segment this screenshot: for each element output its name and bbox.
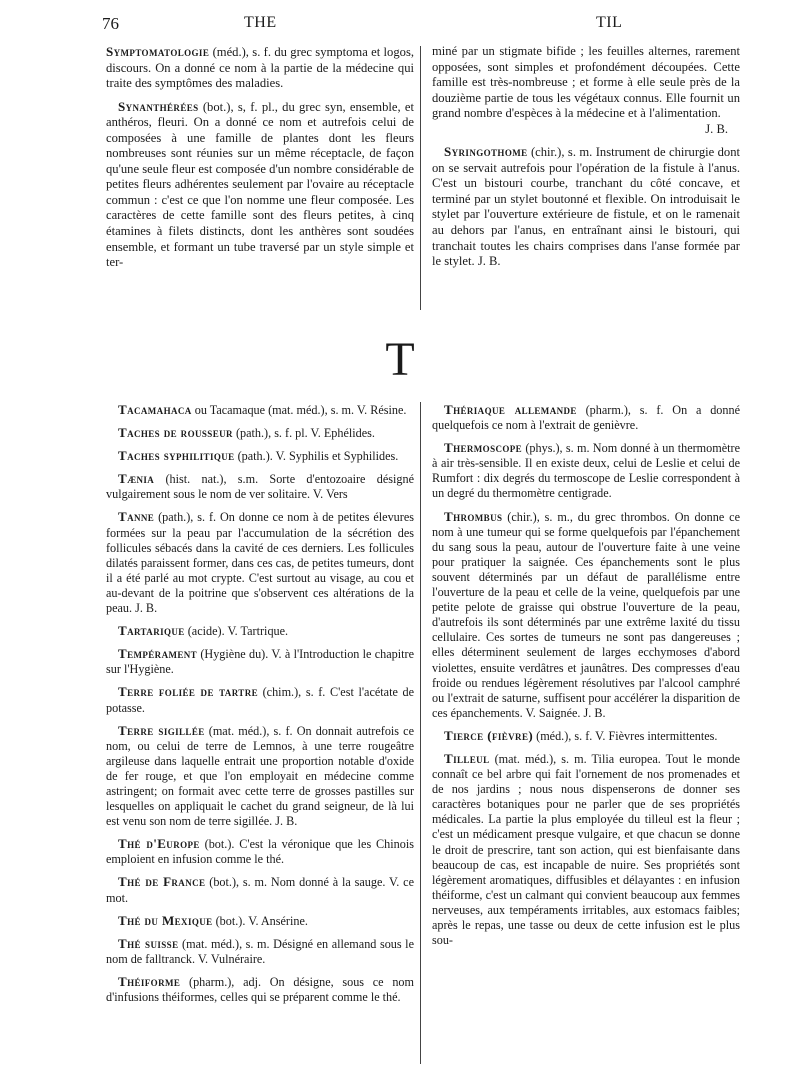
entry-text: (bot.), s. m. Nom donné à la sauge. V. ce mot.	[106, 875, 414, 905]
entry	[106, 646, 414, 677]
entry-headword: Synanthérées	[118, 98, 199, 114]
entry	[432, 44, 740, 137]
entry-text: miné par un stigmate bifide ; les feuilles alternes, rarement opposées, sont simples et profondément découpées. Cette famille est très-nombreuse ; et forme à elle seule près de la douzième partie de tous les végétaux connus. Elle fournit un grand nombre d'espèces à la médecine et à l'alimentation.	[432, 44, 740, 121]
entry-headword: Tænia	[118, 471, 155, 487]
running-header	[0, 14, 800, 40]
entry-headword: Tilleul	[444, 750, 490, 766]
entry-text: (mat. méd.), s. m. Désigné en allemand sous le nom de falltranck. V. Vulnéraire.	[106, 936, 414, 966]
entry-text: (méd.), s. f. du grec symptoma et logos, discours. On a donné ce nom à la partie de la médecine qui traite des symptômes des maladies.	[106, 45, 414, 91]
entry	[106, 425, 414, 441]
entry	[106, 448, 414, 464]
entry-headword: Thermoscope	[444, 440, 523, 456]
entry	[432, 751, 740, 948]
entry-text: (chir.), s. m. Instrument de chirurgie dont on se servait autrefois pour l'opération de la fistule à l'anus. C'est un bistouri courbe, tranchant du côté concave, et terminé par un stylet boutonné et flexible. On introduisait le stylet par l'ouverture extérieure de fistule, et on le ramenait au dehors par l'anus, en entraînant ainsi le bistouri, qui tranchait toutes les chairs comprises dans l'anse formée par le stylet. J. B.	[432, 145, 740, 269]
entry-headword: Thé du Mexique	[118, 912, 213, 928]
entry	[432, 144, 740, 269]
entry-headword: Syringothome	[444, 144, 528, 160]
column-top-right	[432, 44, 740, 277]
running-head-right: TIL	[596, 14, 623, 31]
entry	[432, 728, 740, 744]
column-rule-top	[420, 46, 421, 310]
entry	[106, 623, 414, 639]
entry-text: (chir.), s. m., du grec thrombos. On donne ce nom à une tumeur qui se forme quelquefois par l'épanchement du sang sous la peau, autour de l'ouverture faite à une veine pour pratiquer la saignée. Ces épanchements sont le plus souvent déterminés par un défaut de parallélisme entre l'ouverture de la peau et celle de la veine, quelquefois par une petite pelote de graisse qui obstrue l'ouverture de la peau, d'autrefois ils sont déterminés par une extrême laxité du tissu cellulaire. Ces sortes de tumeurs ne sont pas dangereuses ; elles déterminent seulement de larges ecchymoses d'abord violettes, ensuite verdâtres et jaunâtres. Des compresses d'eau froide ou rendues légèrement résolutives par l'alcool camphré ou l'extrait de saturne, suffisent pour accélérer la disparition de ces épanchements. V. Saignée. J. B.	[432, 509, 740, 720]
running-head-left: THE	[244, 14, 277, 31]
entry-headword: Tanne	[118, 509, 155, 525]
entry-text: (pharm.), s. f. On a donné quelquefois ce nom à l'extrait de genièvre.	[432, 403, 740, 433]
entry-headword: Tacamahaca	[118, 402, 192, 417]
entry	[106, 509, 414, 616]
entry	[106, 402, 414, 418]
entry-headword: Thériaque allemande	[444, 402, 577, 417]
entry-text: (Hygiène du). V. à l'Introduction le chapitre sur l'Hygiène.	[106, 647, 414, 677]
entry	[106, 874, 414, 905]
column-bottom-right	[432, 402, 740, 955]
entry	[106, 836, 414, 867]
entry-headword: Terre sigillée	[118, 722, 205, 738]
entry-headword: Taches de rousseur	[118, 425, 233, 441]
entry-text: (path.). V. Syphilis et Syphilides.	[234, 449, 399, 464]
entry-text: (mat. méd.), s. m. Tilia europea. Tout le monde connaît ce bel arbre qui fait l'ornement de nos promenades et de nos jardins ; nous nous dispenserons de donner ses caractères botaniques pour ne parler que de ses propriétés médicales. La partie la plus employée du tilleul est la fleur ; c'est un médicament presque vulgaire, et que chacun se donne le droit de prescrire, tant son action, qui est bienfaisante dans beaucoup de cas, est incapable de nuire. Ses propriétés sont légèrement aromatiques, diffusibles et délayantes : en infusion théiforme, c'est un calmant qui convient beaucoup aux femmes nerveuses, aux tempéraments irritables, aux estomacs faibles; après le repas, une tasse ou deux de cette infusion est le plus sou-	[432, 751, 740, 948]
entry	[432, 402, 740, 433]
entry-text: (hist. nat.), s.m. Sorte d'entozoaire désigné vulgairement sous le nom de ver solitaire. V. Vers	[106, 472, 414, 502]
entry-text: (pharm.), adj. On désigne, sous ce nom d'infusions théiformes, celles qui se préparent comme le thé.	[106, 974, 414, 1004]
entry	[432, 440, 740, 501]
column-top-left	[106, 44, 414, 278]
page-number: 76	[102, 14, 119, 33]
entry-headword: Symptomatologie	[106, 44, 210, 59]
column-rule-bottom	[420, 402, 421, 1064]
entry	[106, 974, 414, 1005]
entry-text: (path.), s. f. On donne ce nom à de petites élevures formées sur la peau par l'accumulation de la sécrétion des follicules sébacés dans la cavité de ces derniers. Les follicules dilatés paraissent former, dans ces cas, de petites tumeurs, dont il a été parlé au mot crypte. C'est surtout au visage, au cou et au-devant de la poitrine que s'observent ces altérations de la peau. J. B.	[106, 510, 414, 616]
entry-headword: Tartarique	[118, 623, 185, 639]
entry-text: (bot.). V. Ansérine.	[212, 913, 308, 928]
entry	[106, 936, 414, 967]
signature: J. B.	[705, 121, 728, 136]
entry-headword: Thé suisse	[118, 935, 179, 951]
entry	[106, 684, 414, 715]
column-bottom-left	[106, 402, 414, 1012]
entry	[106, 723, 414, 830]
entry-text: ou Tacamaque (mat. méd.), s. m. V. Résine.	[191, 403, 407, 417]
entry-text: (path.), s. f. pl. V. Ephélides.	[232, 426, 375, 441]
entry-headword: Tempérament	[118, 646, 198, 662]
entry-headword: Théiforme	[118, 973, 181, 989]
entry	[106, 913, 414, 929]
entry-headword: Taches syphilitique	[118, 448, 235, 464]
entry-headword: Thé de France	[118, 874, 206, 890]
entry	[106, 471, 414, 502]
entry	[106, 99, 414, 271]
entry-text: (bot.). C'est la véronique que les Chinois emploient en infusion comme le thé.	[106, 837, 414, 867]
entry-headword: Tierce (fièvre)	[444, 727, 534, 743]
entry-headword: Terre foliée de tartre	[118, 684, 258, 700]
entry-text: (mat. méd.), s. f. On donnait autrefois ce nom, ou celui de terre de Lemnos, à une terre rougeâtre argileuse dans laquelle entrait une proportion notable d'oxide de fer rouge, et que l'on employait en médecine comme astringent; on formait avec cette terre de grosses pastilles sur lesquelles on appliquait le cachet du grand seigneur, de là lui est venu son nom de terre sigillée. J. B.	[106, 723, 414, 829]
entry-headword: Thrombus	[444, 508, 503, 524]
entry-text: (méd.), s. f. V. Fièvres intermittentes.	[533, 728, 718, 743]
entry-text: (phys.), s. m. Nom donné à un thermomètre à air très-sensible. Il en existe deux, celui de Leslie et celui de Rumfort : dix degrés du termoscope de Leslie correspondent à un degré du thermomètre centigrade.	[432, 441, 740, 501]
entry-headword: Thé d'Europe	[118, 836, 200, 852]
entry	[432, 509, 740, 721]
entry	[106, 44, 414, 92]
section-letter: T	[385, 333, 415, 386]
entry-text: (bot.), s, f. pl., du grec syn, ensemble, et anthéros, fleuri. On a donné ce nom et autrefois celui de composées à une famille de plantes dont les fleurs nombreuses sont réunies sur un même réceptacle, de façon qu'une seule fleur est composée d'un nombre considérable de petites fleurs adhérentes seulement par l'ovaire au réceptacle commun : c'est ce que l'on nomme une fleur composée. Les caractères de cette famille sont des fleurs petites, à cinq étamines à filets distincts, dont les anthères sont soudées ensemble, et formant un tube traversé par un style simple et ter-	[106, 99, 414, 270]
entry-text: (chim.), s. f. C'est l'acétate de potasse.	[106, 685, 414, 715]
entry-text: (acide). V. Tartrique.	[184, 624, 289, 639]
